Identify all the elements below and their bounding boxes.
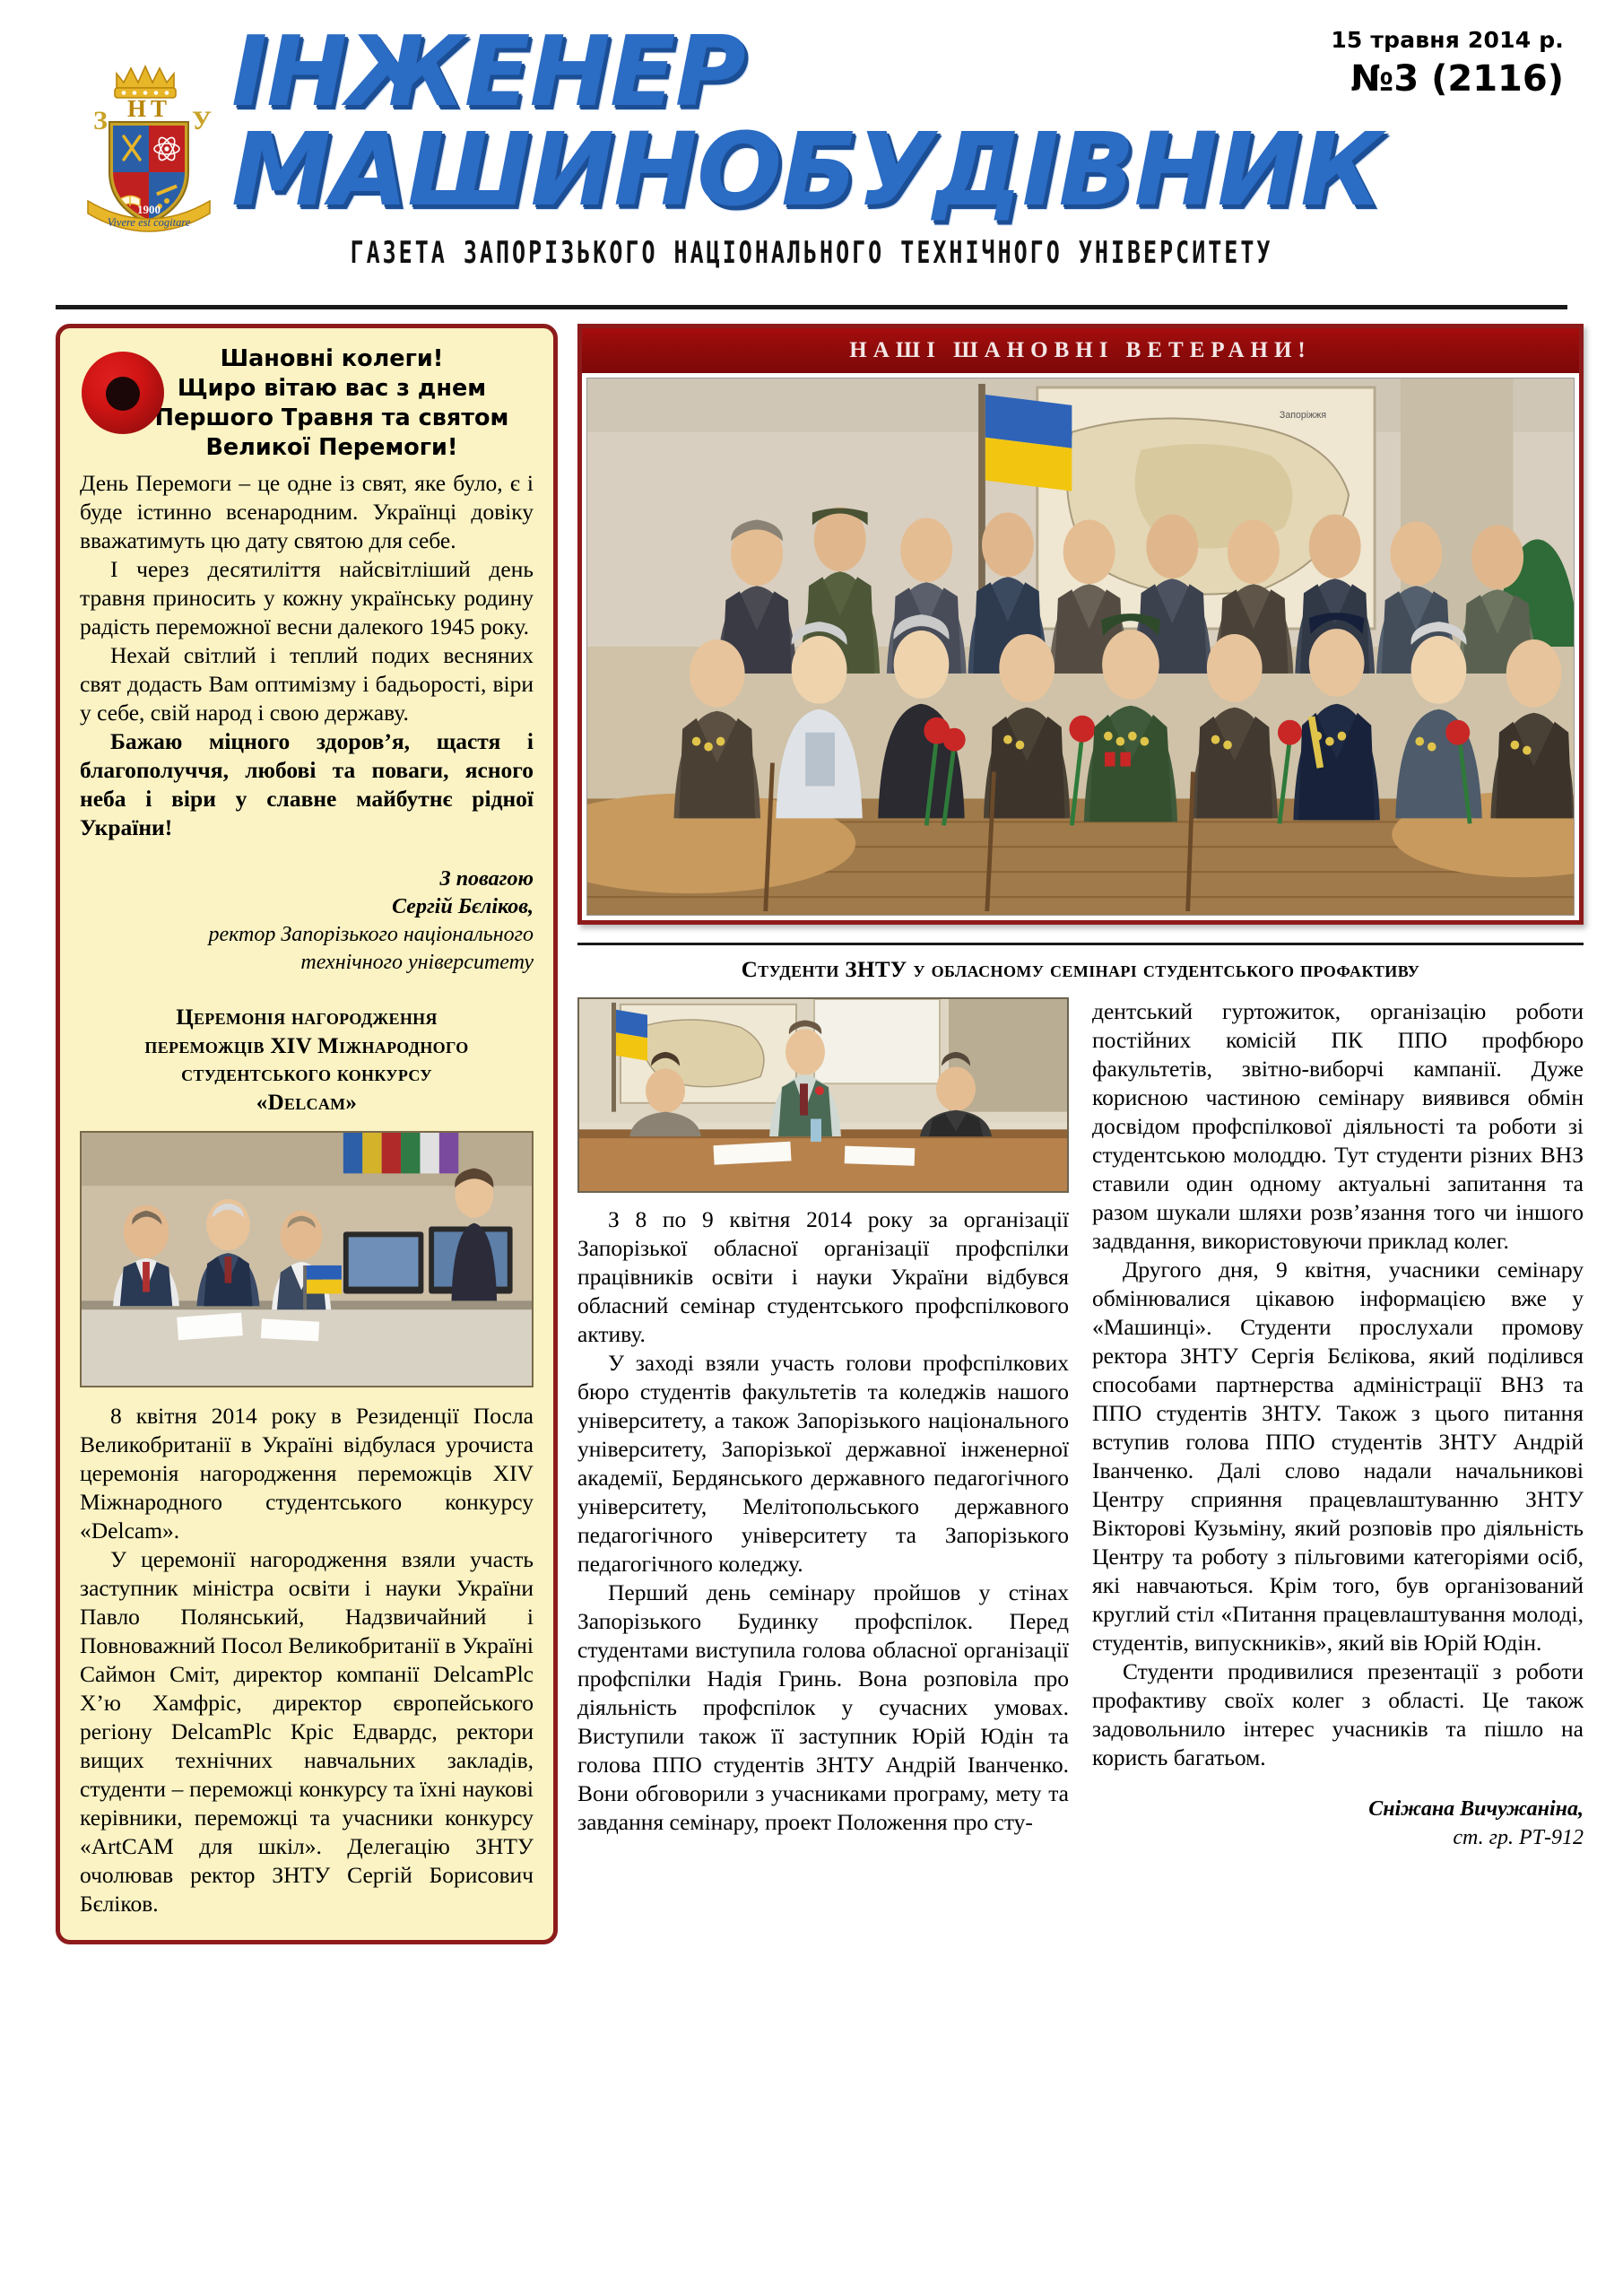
issue-info bbox=[1331, 27, 1564, 100]
delcam-headline-line-1: Церемонія нагородження bbox=[176, 1005, 438, 1031]
page-content bbox=[56, 324, 1584, 2279]
greeting-paragraph: День Перемоги – це одне із свят, яке було, є і буде істинно всенародним. Українці довіку вважатимуть цю дату святою для себе. bbox=[80, 469, 534, 553]
greeting-heading-line-4: Великої Перемоги! bbox=[205, 434, 458, 462]
crest-motto: Vivere est cogitare bbox=[107, 216, 191, 229]
svg-text:У: У bbox=[192, 106, 213, 135]
seminar-byline bbox=[1092, 1796, 1584, 1852]
delcam-body bbox=[80, 1402, 534, 1918]
veterans-photo-frame bbox=[582, 373, 1579, 920]
seminar-divider bbox=[577, 943, 1584, 945]
paper-title-line-2: МАШИНОБУДІВНИК bbox=[231, 111, 1382, 229]
masthead-divider bbox=[56, 305, 1567, 309]
seminar-column-left bbox=[577, 997, 1069, 1852]
byline-author-name: Сніжана Вичужаніна, bbox=[1368, 1797, 1584, 1821]
paper-subtitle: ГАЗЕТА ЗАПОРІЗЬКОГО НАЦІОНАЛЬНОГО ТЕХНІЧНОГО УНІВЕРСИТЕТУ bbox=[350, 235, 1273, 271]
paper-title-block bbox=[231, 16, 1505, 229]
signature-name: Сергій Бєліков, bbox=[392, 894, 534, 918]
delcam-paragraph: 8 квітня 2014 року в Резиденції Посла Великобританії в Україні відбулася урочиста церемонія нагородження переможців XIV Міжнародного студентського конкурсу «Delcam». bbox=[80, 1403, 534, 1544]
greeting-signature bbox=[80, 865, 534, 978]
greeting-paragraph: І через десятиліття найсвітліший день травня приносить у кожну українську родину радість переможної весни далекого 1945 року. bbox=[80, 555, 534, 639]
seminar-headline: Студенти ЗНТУ у обласному семінарі студентського профактиву bbox=[741, 958, 1420, 982]
crest-year: 1900 bbox=[137, 203, 161, 216]
greeting-heading-line-2: Щиро вітаю вас з днем bbox=[177, 375, 487, 403]
seminar-roundtable-photo bbox=[577, 997, 1069, 1193]
delcam-award-photo bbox=[80, 1131, 534, 1387]
right-side bbox=[577, 324, 1584, 2279]
delcam-headline-line-2: переможців XIV Міжнародного bbox=[144, 1033, 469, 1058]
svg-text:З: З bbox=[93, 106, 108, 135]
seminar-paragraph: Студенти продивилися презентації з роботи профактиву своїх колег з області. Це також задовольнило інтерес учасників та пішло на користь багатьом. bbox=[1092, 1658, 1584, 1770]
svg-text:Н: Н bbox=[127, 95, 147, 122]
seminar-paragraph: Перший день семінару пройшов у стінах Запорізького Будинку профспілок. Перед студентами виступила голова обласної організації профспілки Надія Гринь. Вона розповіла про діяльність профспілок у сучасних умовах. Виступили також її заступник Юрій Юдін та голова ППО студентів ЗНТУ Андрій Іванченко. Вони обговорили з учасниками програму, мету та завдання семінару, проект Положення про сту- bbox=[577, 1579, 1069, 1835]
delcam-headline-line-3: студентського конкурсу bbox=[181, 1062, 432, 1087]
signature-role-line-1: ректор Запорізького національного bbox=[208, 922, 534, 946]
seminar-paragraph: У заході взяли участь голови профспілкових бюро студентів факультетів та коледжів нашого університету, а також Запорізького національного університету, Запорізької державної інженерної академії, Бердянського державного педагогічного університету, Мелітопольського державного педагогічного університету та Запорізького педагогічного коледжу. bbox=[577, 1350, 1069, 1577]
greeting-heading-line-3: Першого Травня та святом bbox=[154, 404, 509, 432]
greeting-paragraph: Нехай світлий і теплий подих весняних свят додасть Вам оптимізму і бадьорості, віри у себе, свій народ і свою державу. bbox=[80, 641, 534, 726]
paper-title-line-1: ІНЖЕНЕР bbox=[231, 16, 745, 128]
masthead bbox=[56, 0, 1567, 296]
poppy-flower-icon bbox=[82, 352, 164, 434]
greeting-heading-line-1: Шановні колеги! bbox=[220, 345, 444, 372]
veterans-banner: НАШІ ШАНОВНІ ВЕТЕРАНИ! bbox=[582, 328, 1579, 373]
svg-text:Запоріжжя: Запоріжжя bbox=[1279, 409, 1327, 421]
veterans-panel bbox=[577, 324, 1584, 925]
seminar-paragraph: З 8 по 9 квітня 2014 року за організації Запорізької обласної організації профспілки працівників освіти і науки України відбувся обласний семінар студентського профспілкового активу. bbox=[577, 1206, 1069, 1347]
byline-author-group: ст. гр. РТ-912 bbox=[1453, 1825, 1584, 1849]
delcam-headline bbox=[80, 1004, 534, 1117]
seminar-paragraph: Другого дня, 9 квітня, учасники семінару обмінювалися цікавою інформацією вже у «Машинці». Студенти прослухали промову ректора ЗНТУ Сергія Бєлікова, який поділився способами партнерства адміністрації ВНЗ та ППО студентів ЗНТУ. Також з цього питання вступив голова ППО студентів ЗНТУ Андрій Іванченко. Далі слово надали начальникові Центру сприяння працевлаштуванню ЗНТУ Вікторові Кузьміну, який розповів про діяльність Центру та роботу з пільговими категоріями осіб, які навчаються. Крім того, був організований круглий стіл «Питання працевлаштування молоді, студентів, випускників», який вів Юрій Юдін. bbox=[1092, 1257, 1584, 1656]
seminar-paragraph: дентський гуртожиток, організацію роботи постійних комісій ПК ППО профбюро факультетів, звітно-виборчі кампанії. Дуже корисною частиною семінару виявився обмін досвідом профспілкової діяльності та роботи зі студентською молоддю. Тут студенти різних ВНЗ ставили один одному актуальні запитання та разом шукали шляхи розв’язання того чи іншого задвдання, використовуючи приклад колег. bbox=[1092, 998, 1584, 1254]
svg-text:Т: Т bbox=[151, 95, 168, 122]
greeting-paragraph-bold: Бажаю міцного здоров’я, щастя і благополуччя, любові та поваги, ясного неба і віри у славне майбутнє рідної України! bbox=[80, 727, 534, 840]
delcam-paragraph: У церемонії нагородження взяли участь заступник міністра освіти і науки України Павло Полянський, Надзвичайний і Повноважний Посол Великобританії в Україні Саймон Сміт, директор компанії DelcamPlc Х’ю Хамфріс, директор європейського регіону DelcamPlc Кріс Едвардс, ректори вищих технічних навчальних закладів, студенти – переможці конкурсу та їхні наукові керівники, переможці та учасники конкурсу «ArtCAM для шкіл». Делегацію ЗНТУ очолював ректор ЗНТУ Сергій Борисович Бєліков. bbox=[80, 1546, 534, 1918]
issue-date: 15 травня 2014 р. bbox=[1331, 27, 1564, 53]
signature-role-line-2: технічного університету bbox=[300, 951, 534, 975]
seminar-column-right bbox=[1092, 997, 1584, 1852]
veterans-group-photo bbox=[586, 378, 1575, 916]
delcam-headline-line-4: «Delcam» bbox=[256, 1090, 358, 1115]
seminar-columns bbox=[577, 997, 1584, 1852]
university-crest-icon bbox=[77, 47, 221, 239]
left-column bbox=[56, 324, 558, 2279]
issue-number: №3 (2116) bbox=[1350, 58, 1564, 100]
signature-regards: З повагою bbox=[439, 866, 534, 891]
rector-greeting-box bbox=[56, 324, 558, 1944]
